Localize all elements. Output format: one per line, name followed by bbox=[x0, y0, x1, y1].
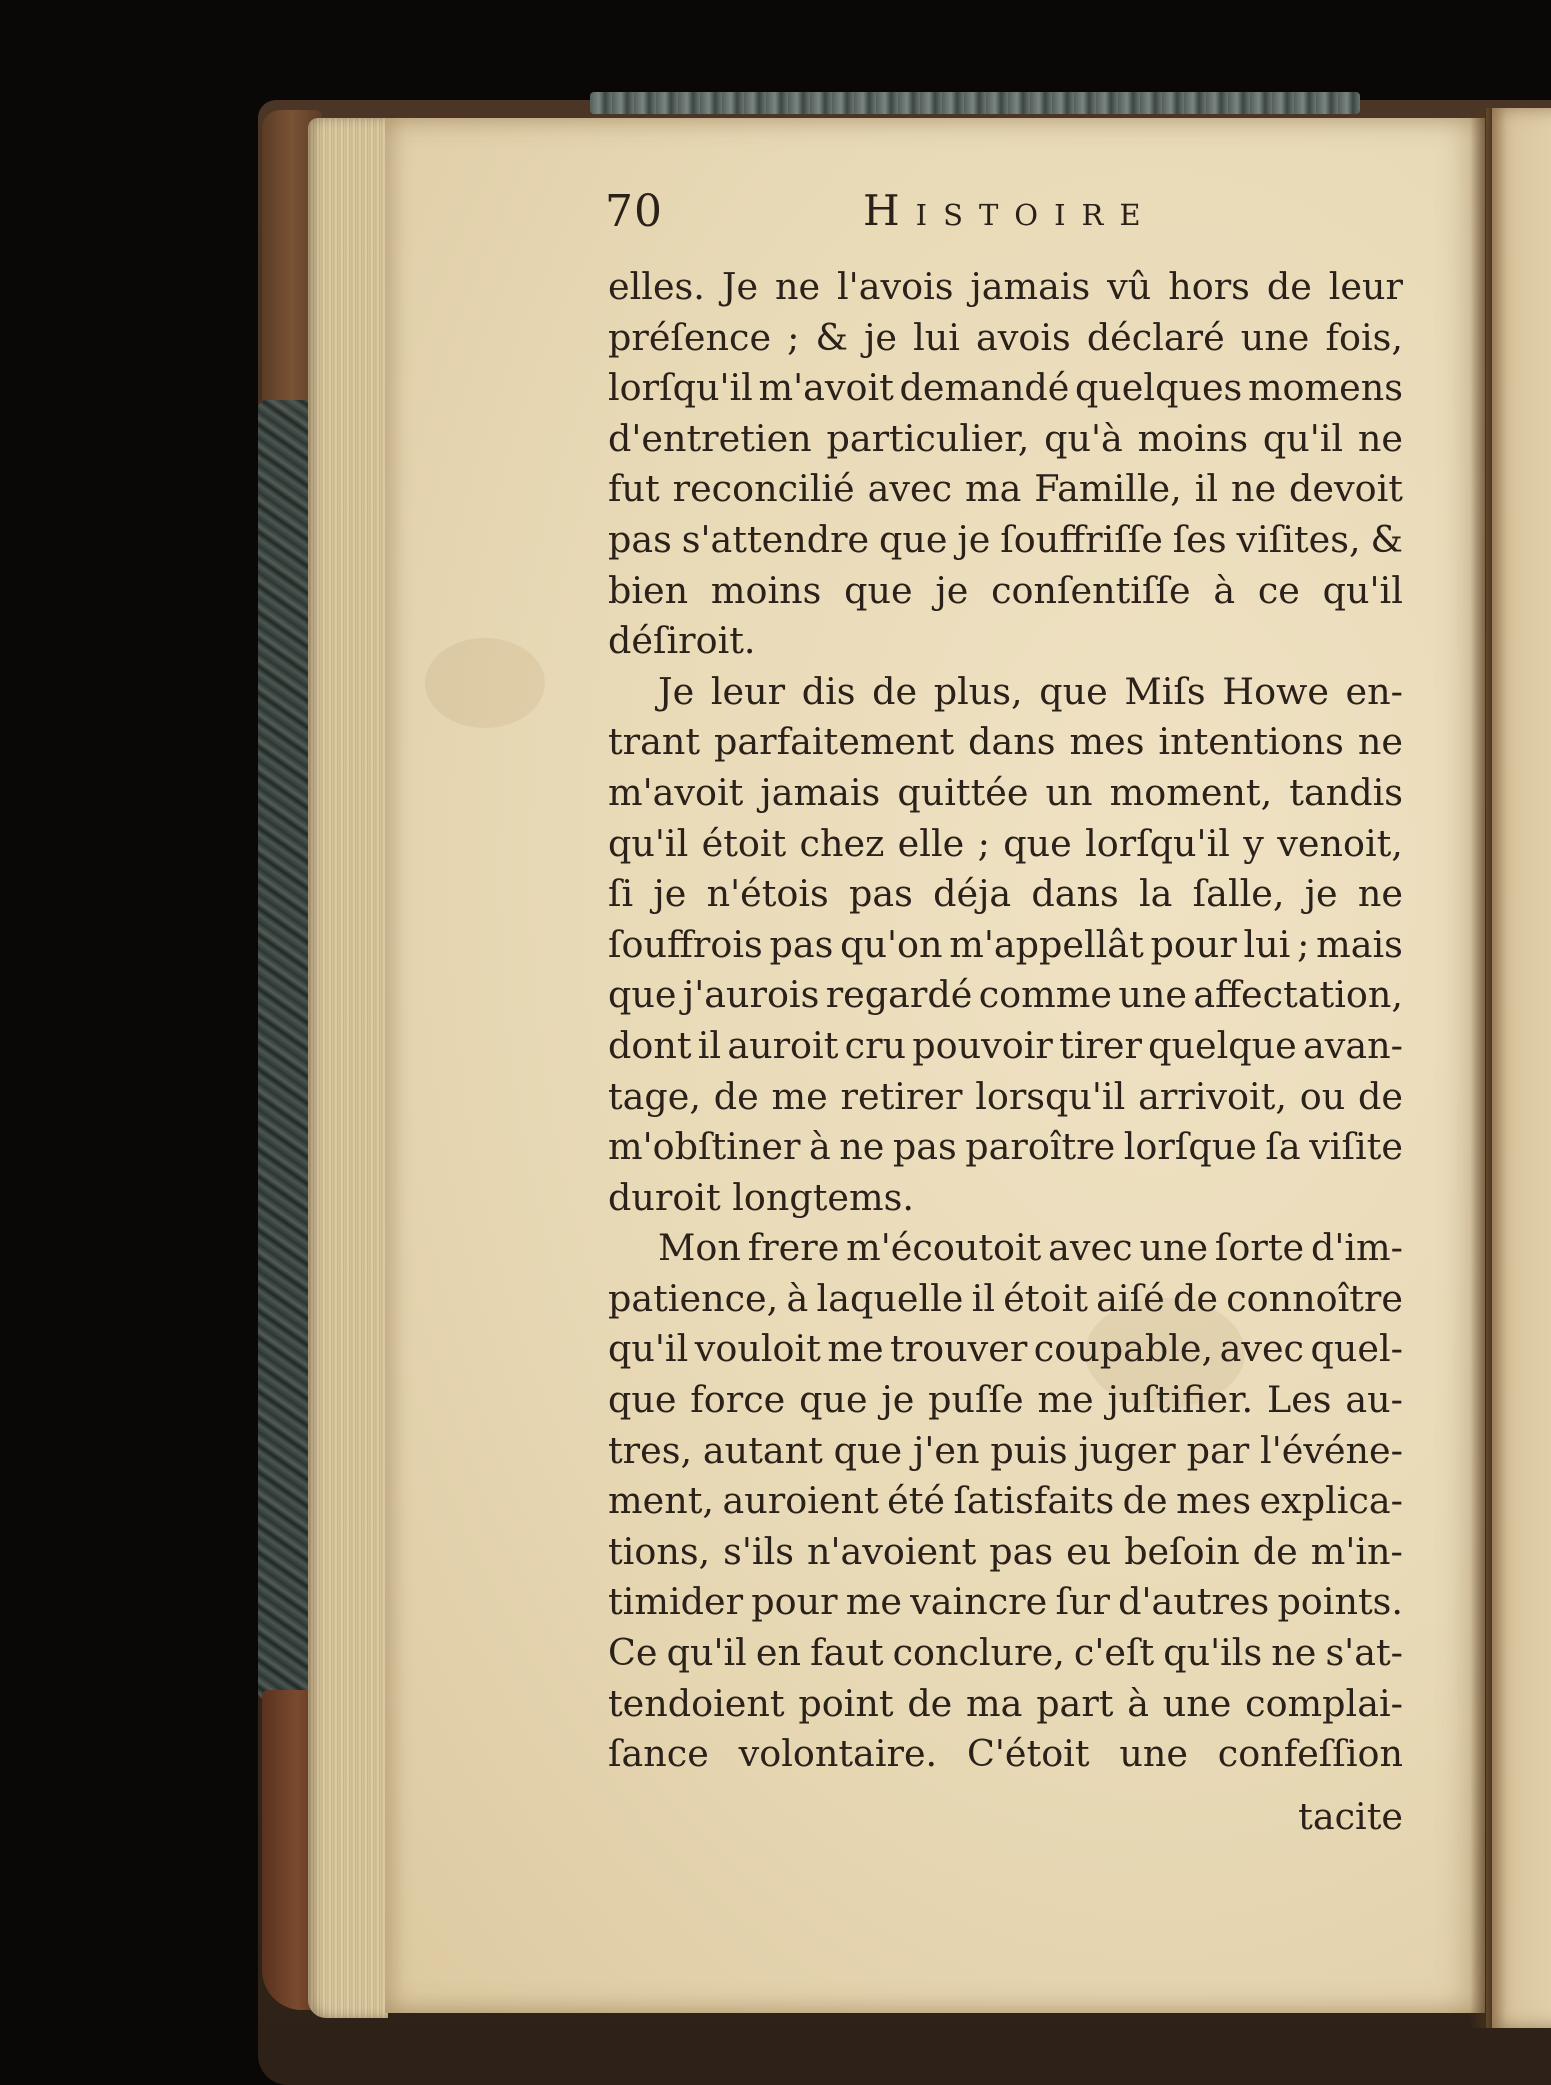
text-line: ment, auroient été ſatisfaits de mes explica- bbox=[608, 1479, 1403, 1523]
text-line: tres, autant que j'en puis juger par l'événe- bbox=[608, 1428, 1403, 1472]
text-line: Ce qu'il en faut conclure, c'eſt qu'ils ne s'at- bbox=[608, 1631, 1403, 1675]
text-line: tendoient point de ma part à une complai- bbox=[608, 1681, 1403, 1725]
text-line: lorſqu'il m'avoit demandé quelques momens bbox=[608, 366, 1403, 410]
text-line: déſiroit. bbox=[608, 619, 756, 663]
running-title: Histoire bbox=[863, 186, 1157, 235]
right-page-edge bbox=[1486, 108, 1551, 2028]
body-text bbox=[608, 262, 1403, 1780]
text-line: patience, à laquelle il étoit aiſé de connoître bbox=[608, 1276, 1403, 1320]
text-line: ſouffrois pas qu'on m'appellât pour lui ; mais bbox=[608, 922, 1403, 966]
text-line: ſance volontaire. C'étoit une confeſſion bbox=[608, 1732, 1403, 1776]
text-line: qu'il étoit chez elle ; que lorſqu'il y venoit, bbox=[608, 821, 1403, 865]
text-line: tions, s'ils n'avoient pas eu beſoin de m'in- bbox=[608, 1529, 1403, 1573]
text-line: tage, de me retirer lorsqu'il arrivoit, ou de bbox=[608, 1074, 1403, 1118]
page-number: 70 bbox=[605, 186, 663, 237]
text-line: qu'il vouloit me trouver coupable, avec quel- bbox=[608, 1327, 1403, 1371]
text-line: que force que je puſſe me juſtifier. Les au- bbox=[608, 1378, 1403, 1422]
text-line: dont il auroit cru pouvoir tirer quelque avan- bbox=[608, 1023, 1403, 1067]
running-head bbox=[605, 186, 1405, 246]
text-line: pas s'attendre que je ſouffriſſe ſes viſites, & bbox=[608, 517, 1403, 561]
text-line: que j'aurois regardé comme une affectation, bbox=[608, 973, 1403, 1017]
text-line: ſi je n'étois pas déja dans la ſalle, je ne bbox=[608, 872, 1403, 916]
text-line: Je leur dis de plus, que Miſs Howe en- bbox=[658, 669, 1403, 713]
text-line: bien moins que je conſentiſſe à ce qu'il bbox=[608, 568, 1403, 612]
text-line: trant parfaitement dans mes intentions ne bbox=[608, 720, 1403, 764]
catchword: tacite bbox=[1298, 1795, 1403, 1838]
page-gutter bbox=[1470, 108, 1492, 2028]
text-line: m'obſtiner à ne pas paroître lorſque ſa viſite bbox=[608, 1125, 1403, 1169]
paper-stain bbox=[425, 638, 545, 728]
page-edges bbox=[308, 118, 388, 2018]
text-line: fut reconcilié avec ma Famille, il ne devoit bbox=[608, 467, 1403, 511]
marbled-top-edge bbox=[590, 92, 1360, 114]
text-line: d'entretien particulier, qu'à moins qu'il ne bbox=[608, 416, 1403, 460]
text-line: préſence ; & je lui avois déclaré une fois, bbox=[608, 315, 1403, 359]
text-line: m'avoit jamais quittée un moment, tandis bbox=[608, 770, 1403, 814]
text-line: elles. Je ne l'avois jamais vû hors de leur bbox=[608, 265, 1403, 308]
text-line: duroit longtems. bbox=[608, 1175, 914, 1219]
text-line: Mon frere m'écoutoit avec une ſorte d'im- bbox=[658, 1226, 1403, 1270]
text-line: timider pour me vaincre ſur d'autres points. bbox=[608, 1580, 1403, 1624]
